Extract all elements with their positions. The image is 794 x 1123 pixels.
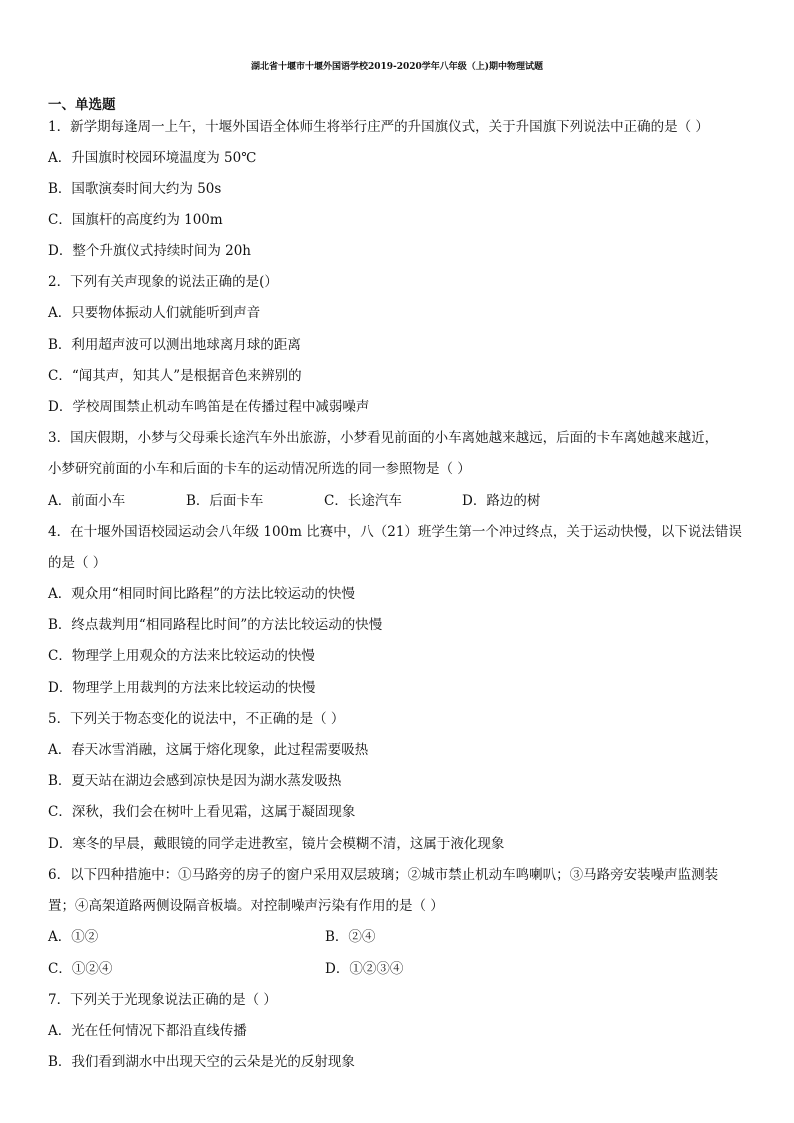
q6-stem-line1: 6．以下四种措施中：①马路旁的房子的窗户采用双层玻璃；②城市禁止机动车鸣喇叭；③马路旁安装噪声监测装 [48, 867, 719, 883]
q7-option-a: A．光在任何情况下都沿直线传播 [48, 1023, 247, 1039]
q3-option-a: A．前面小车 [48, 493, 126, 509]
q7-option-b: B．我们看到湖水中出现天空的云朵是光的反射现象 [48, 1054, 355, 1070]
q3-option-b: B．后面卡车 [186, 493, 264, 509]
q4-option-d: D．物理学上用裁判的方法来比较运动的快慢 [48, 680, 316, 696]
q1-option-b: B．国歌演奏时间大约为 50s [48, 181, 222, 197]
q3-stem-line2: 小梦研究前面的小车和后面的卡车的运动情况所选的同一参照物是（ ） [48, 461, 471, 477]
q1-option-d: D．整个升旗仪式持续时间为 20h [48, 243, 251, 259]
q1-option-a: A．升国旗时校园环境温度为 50℃ [48, 150, 257, 166]
q2-option-b: B．利用超声波可以测出地球离月球的距离 [48, 337, 301, 353]
q3-option-d: D．路边的树 [462, 493, 541, 509]
q4-option-c: C．物理学上用观众的方法来比较运动的快慢 [48, 648, 315, 664]
q3-stem-line1: 3．国庆假期，小梦与父母乘长途汽车外出旅游，小梦看见前面的小车离她越来越远，后面的卡车离她越来越近， [48, 430, 719, 446]
q5-option-c: C．深秋，我们会在树叶上看见霜，这属于凝固现象 [48, 804, 356, 820]
q6-option-a: A．①② [48, 929, 99, 945]
q5-stem: 5．下列关于物态变化的说法中，不正确的是（ ） [48, 711, 345, 727]
q1-stem: 1．新学期每逢周一上午，十堰外国语全体师生将举行庄严的升国旗仪式，关于升国旗下列说法中正确的是（ ） [48, 119, 709, 135]
q1-option-c: C．国旗杆的高度约为 100m [48, 212, 223, 228]
q2-option-d: D．学校周围禁止机动车鸣笛是在传播过程中减弱噪声 [48, 399, 370, 415]
q6-option-b: B．②④ [325, 929, 376, 945]
q2-stem: 2．下列有关声现象的说法正确的是(） [48, 274, 278, 290]
page-title: 湖北省十堰市十堰外国语学校2019-2020学年八年级（上)期中物理试题 [250, 62, 544, 72]
section-heading: 一、单选题 [48, 97, 116, 113]
q4-option-a: A．观众用“相同时间比路程”的方法比较运动的快慢 [48, 586, 356, 602]
q3-option-c: C．长途汽车 [324, 493, 402, 509]
q6-option-c: C．①②④ [48, 961, 113, 977]
q4-option-b: B．终点裁判用“相同路程比时间”的方法比较运动的快慢 [48, 617, 383, 633]
q7-stem: 7．下列关于光现象说法正确的是（ ） [48, 992, 277, 1008]
q2-option-a: A．只要物体振动人们就能听到声音 [48, 305, 261, 321]
q4-stem-line2: 的是（ ） [48, 555, 107, 571]
q4-stem-line1: 4．在十堰外国语校园运动会八年级 100m 比赛中，八（21）班学生第一个冲过终点，关于运动快慢，以下说法错误 [48, 524, 742, 540]
q5-option-d: D．寒冬的早晨，戴眼镜的同学走进教室，镜片会模糊不清，这属于液化现象 [48, 836, 505, 852]
q5-option-a: A．春天冰雪消融，这属于熔化现象，此过程需要吸热 [48, 742, 369, 758]
q2-option-c: C．“闻其声，知其人”是根据音色来辨别的 [48, 368, 302, 384]
q5-option-b: B．夏天站在湖边会感到凉快是因为湖水蒸发吸热 [48, 773, 342, 789]
q6-option-d: D．①②③④ [325, 961, 404, 977]
q6-stem-line2: 置；④高架道路两侧设隔音板墙。对控制噪声污染有作用的是（ ） [48, 898, 444, 914]
